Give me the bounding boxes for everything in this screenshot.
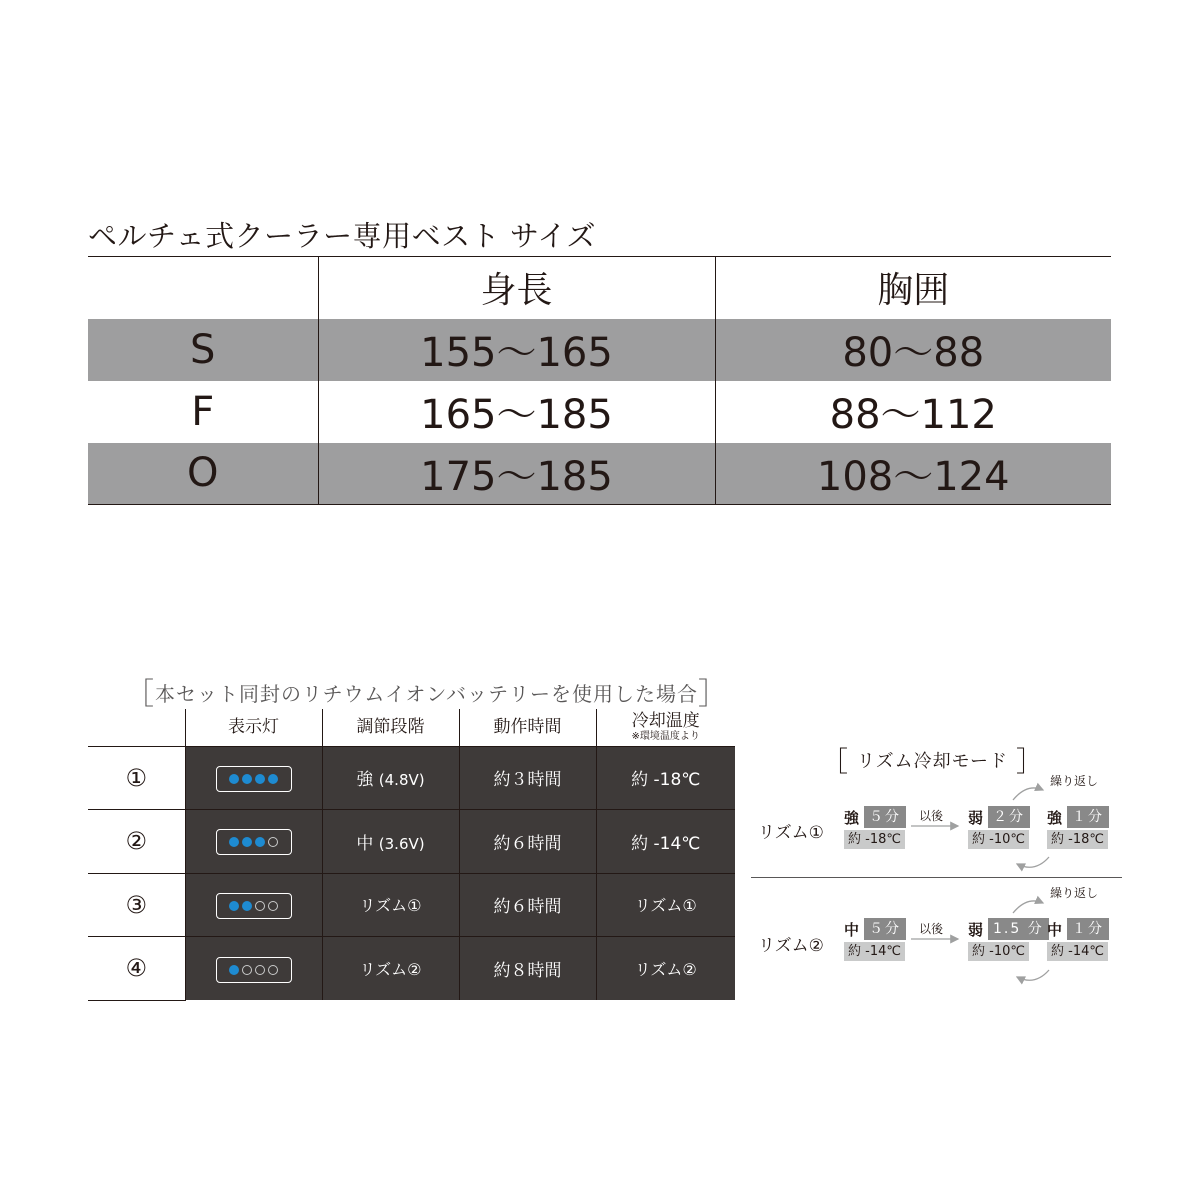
chest-cell: 108〜124 xyxy=(715,443,1111,505)
led-on-icon xyxy=(242,837,252,847)
battery-header-temp xyxy=(596,709,735,746)
step-duration: １分 xyxy=(1067,918,1109,940)
rhythm-title-open-bracket: ［ xyxy=(820,745,850,778)
led-off-icon xyxy=(268,837,278,847)
time-cell: 約８時間 xyxy=(459,937,596,1001)
rhythm2-label: リズム② xyxy=(758,936,824,956)
led-off-icon xyxy=(268,965,278,975)
step-mode: 弱 xyxy=(968,920,984,939)
indicator-cell xyxy=(185,746,322,810)
rhythm-divider xyxy=(751,877,1122,878)
height-cell: 165〜185 xyxy=(318,381,715,443)
step-mode: 中 xyxy=(844,920,860,939)
size-row-s xyxy=(88,319,1111,381)
temp-header-note: ※環境温度より xyxy=(631,731,700,743)
level-cell xyxy=(322,937,459,1001)
led-on-icon xyxy=(255,837,265,847)
row-number: ④ xyxy=(88,937,185,1001)
repeat-arrow-bottom-icon xyxy=(1017,970,1049,980)
rhythm2-step-second xyxy=(968,918,1049,961)
rhythm-mode-title xyxy=(820,740,1045,780)
temp-cell: 約 -14℃ xyxy=(596,810,735,874)
step-mode: 強 xyxy=(844,808,860,827)
level-label: 中 xyxy=(356,833,374,854)
led-off-icon xyxy=(242,965,252,975)
level-label: リズム② xyxy=(359,960,422,979)
led-indicator-icon xyxy=(216,957,292,983)
battery-table-caption xyxy=(124,666,729,710)
rhythm1-step-first xyxy=(844,806,906,849)
level-cell xyxy=(322,873,459,937)
time-cell: 約６時間 xyxy=(459,810,596,874)
led-on-icon xyxy=(268,774,278,784)
row-number: ① xyxy=(88,746,185,810)
size-table-title: ペルチェ式クーラー専用ベスト サイズ xyxy=(88,219,597,253)
step-temp: 約 -10℃ xyxy=(968,942,1029,961)
battery-header-blank xyxy=(88,709,185,746)
battery-header-level: 調節段階 xyxy=(322,709,459,746)
level-label: リズム① xyxy=(359,896,422,916)
time-cell: 約３時間 xyxy=(459,746,596,810)
battery-row xyxy=(88,746,735,810)
row-number: ③ xyxy=(88,873,185,937)
led-off-icon xyxy=(255,965,265,975)
level-label: 強 xyxy=(356,770,374,791)
size-cell: S xyxy=(88,319,318,381)
battery-header-time: 動作時間 xyxy=(459,709,596,746)
step-mode: 強 xyxy=(1047,808,1063,827)
size-cell: O xyxy=(88,443,318,505)
battery-header-row xyxy=(88,709,735,746)
step-duration: ５分 xyxy=(864,918,906,940)
step-temp: 約 -18℃ xyxy=(1047,830,1108,849)
led-on-icon xyxy=(229,901,239,911)
level-cell xyxy=(322,746,459,810)
step-duration: 1.5 分 xyxy=(988,918,1049,940)
repeat-arrow-bottom-icon xyxy=(1017,857,1049,867)
size-table xyxy=(88,256,1111,505)
height-cell: 175〜185 xyxy=(318,443,715,505)
led-on-icon xyxy=(229,774,239,784)
rhythm1-later-label: 以後 xyxy=(919,809,944,823)
temp-header-label: 冷却温度 xyxy=(631,711,700,732)
indicator-cell xyxy=(185,937,322,1001)
chest-cell: 88〜112 xyxy=(715,381,1111,443)
rhythm2-step-first xyxy=(844,918,906,961)
step-duration: ５分 xyxy=(864,806,906,828)
rhythm-title-text: リズム冷却モード xyxy=(857,751,1008,772)
step-duration: １分 xyxy=(1067,806,1109,828)
time-cell: 約６時間 xyxy=(459,873,596,937)
led-off-icon xyxy=(268,901,278,911)
led-indicator-icon xyxy=(216,766,292,792)
step-temp: 約 -18℃ xyxy=(844,830,905,849)
rhythm2-later-label: 以後 xyxy=(919,922,944,936)
step-temp: 約 -14℃ xyxy=(1047,942,1108,961)
size-row-o xyxy=(88,443,1111,505)
size-header-height: 身長 xyxy=(318,257,715,319)
led-on-icon xyxy=(242,901,252,911)
step-mode: 中 xyxy=(1047,920,1063,939)
battery-header-indicator: 表示灯 xyxy=(185,709,322,746)
repeat-arrow-top-icon xyxy=(1013,901,1043,913)
size-table-header-row xyxy=(88,257,1111,319)
step-mode: 弱 xyxy=(968,808,984,827)
battery-row xyxy=(88,810,735,874)
indicator-cell xyxy=(185,873,322,937)
repeat-arrow-top-icon xyxy=(1013,788,1043,800)
rhythm2-repeat-label: 繰り返し xyxy=(1050,886,1099,900)
rhythm-title-close-bracket: ］ xyxy=(1015,745,1045,778)
led-on-icon xyxy=(255,774,265,784)
rhythm1-label: リズム① xyxy=(758,823,824,843)
led-indicator-icon xyxy=(216,829,292,855)
rhythm1-step-third xyxy=(1047,806,1109,849)
step-duration: ２分 xyxy=(988,806,1030,828)
battery-row xyxy=(88,937,735,1001)
level-voltage: (4.8V) xyxy=(378,771,425,790)
rhythm1-step-second xyxy=(968,806,1030,849)
led-on-icon xyxy=(242,774,252,784)
led-indicator-icon xyxy=(216,893,292,919)
rhythm2-step-third xyxy=(1047,918,1109,961)
temp-cell: リズム① xyxy=(596,873,735,937)
step-temp: 約 -10℃ xyxy=(968,830,1029,849)
led-off-icon xyxy=(255,901,265,911)
step-temp: 約 -14℃ xyxy=(844,942,905,961)
size-row-f xyxy=(88,381,1111,443)
caption-open-bracket: ［ xyxy=(124,677,155,712)
size-header-blank xyxy=(88,257,318,319)
height-cell: 155〜165 xyxy=(318,319,715,381)
temp-cell: 約 -18℃ xyxy=(596,746,735,810)
rhythm1-repeat-label: 繰り返し xyxy=(1050,774,1099,788)
led-on-icon xyxy=(229,837,239,847)
indicator-cell xyxy=(185,810,322,874)
battery-table xyxy=(88,709,735,1001)
row-number: ② xyxy=(88,810,185,874)
battery-row xyxy=(88,873,735,937)
level-voltage: (3.6V) xyxy=(378,834,425,853)
temp-cell: リズム② xyxy=(596,937,735,1001)
level-cell xyxy=(322,810,459,874)
chest-cell: 80〜88 xyxy=(715,319,1111,381)
caption-text: 本セット同封のリチウムイオンバッテリーを使用した場合 xyxy=(155,682,698,706)
size-header-chest: 胸囲 xyxy=(715,257,1111,319)
led-on-icon xyxy=(229,965,239,975)
size-cell: F xyxy=(191,388,215,435)
caption-close-bracket: ］ xyxy=(698,677,729,712)
